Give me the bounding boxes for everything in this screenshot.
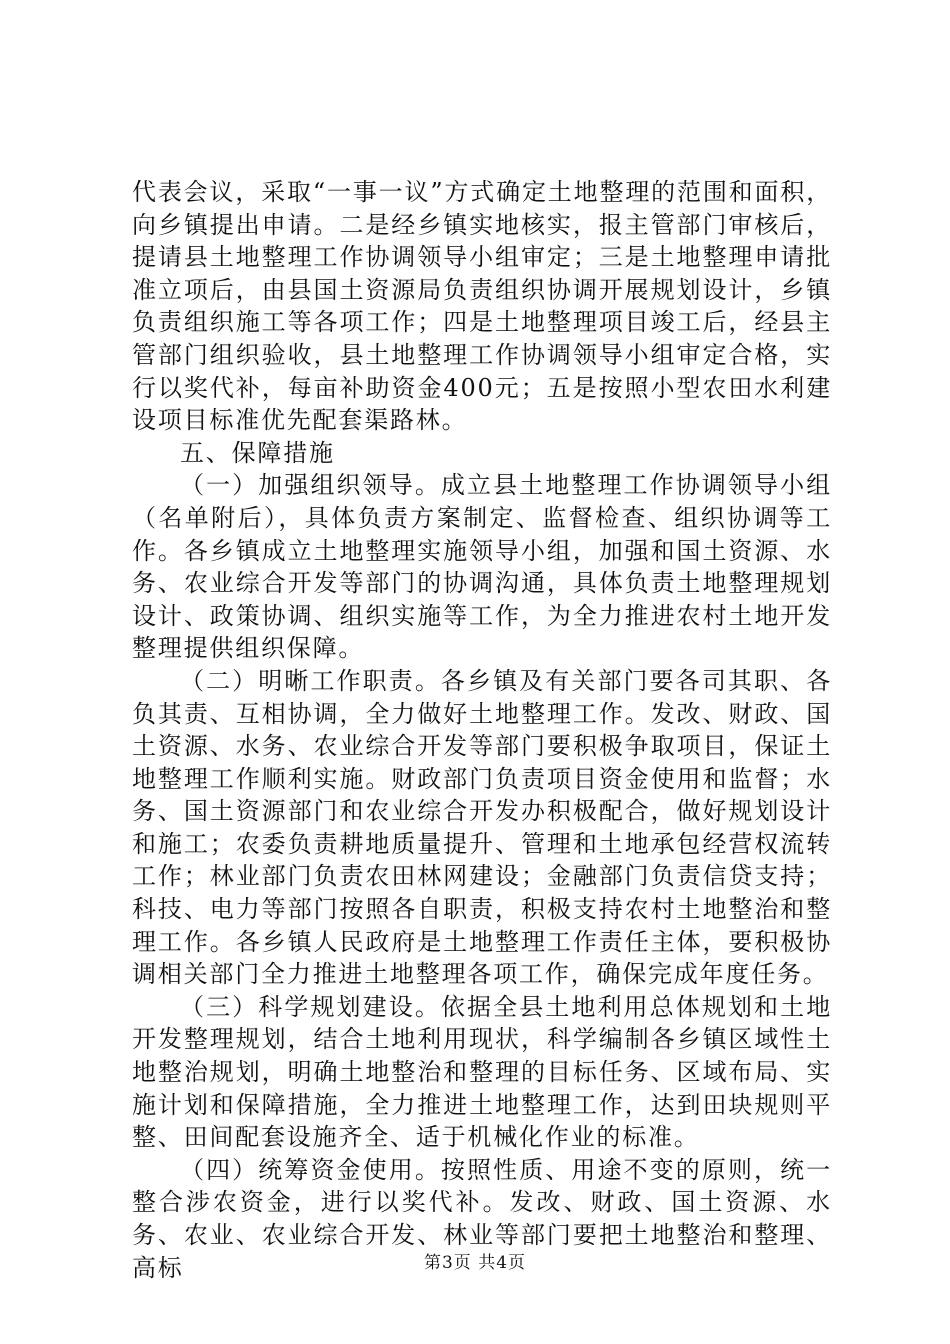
paragraph-funding: （四）统筹资金使用。按照性质、用途不变的原则，统一整合涉农资金，进行以奖代补。发改、财政、国土资源、水务、农业、农业综合开发、林业等部门要把土地整治和整理、高标 — [132, 1155, 832, 1282]
paragraph-planning: （三）科学规划建设。依据全县土地利用总体规划和土地开发整理规划，结合土地利用现状，科学编制各乡镇区域性土地整治规划，明确土地整治和整理的目标任务、区域布局、实施计划和保障措施，全力推进土地整理工作，达到田块规则平整、田间配套设施齐全、适于机械化作业的标准。 — [132, 992, 832, 1152]
page-number-footer: 第3页 共4页 — [423, 1253, 527, 1273]
paragraph-procedure: 代表会议，采取“一事一议”方式确定土地整理的范围和面积，向乡镇提出申请。二是经乡镇实地核实，报主管部门审核后，提请县土地整理工作协调领导小组审定；三是土地整理申请批准立项后，由县国土资源局负责组织协调开展规划设计，乡镇负责组织施工等各项工作；四是土地整理项目竣工后，经县主管部门组织验收，县土地整理工作协调领导小组审定合格，实行以奖代补，每亩补助资金400元；五是按照小型农田水利建设项目标准优先配套渠路林。 — [132, 178, 832, 435]
document-body — [132, 176, 832, 1284]
paragraph-responsibilities: （二）明晰工作职责。各乡镇及有关部门要各司其职、各负其责、互相协调，全力做好土地整理工作。发改、财政、国土资源、水务、农业综合开发等部门要积极争取项目，保证土地整理工作顺利实施。财政部门负责项目资金使用和监督；水务、国土资源部门和农业综合开发办积极配合，做好规划设计和施工；农委负责耕地质量提升、管理和土地承包经营权流转工作；林业部门负责农田林网建设；金融部门负责信贷支持；科技、电力等部门按照各自职责，积极支持农村土地整治和整理工作。各乡镇人民政府是土地整理工作责任主体，要积极协调相关部门全力推进土地整理各项工作，确保完成年度任务。 — [132, 666, 832, 989]
paragraph-leadership: （一）加强组织领导。成立县土地整理工作协调领导小组（名单附后），具体负责方案制定、监督检查、组织协调等工作。各乡镇成立土地整理实施领导小组，加强和国土资源、水务、农业综合开发等部门的协调沟通，具体负责土地整理规划设计、政策协调、组织实施等工作，为全力推进农村土地开发整理提供组织保障。 — [132, 471, 832, 663]
section-heading-safeguards: 五、保障措施 — [180, 438, 335, 467]
